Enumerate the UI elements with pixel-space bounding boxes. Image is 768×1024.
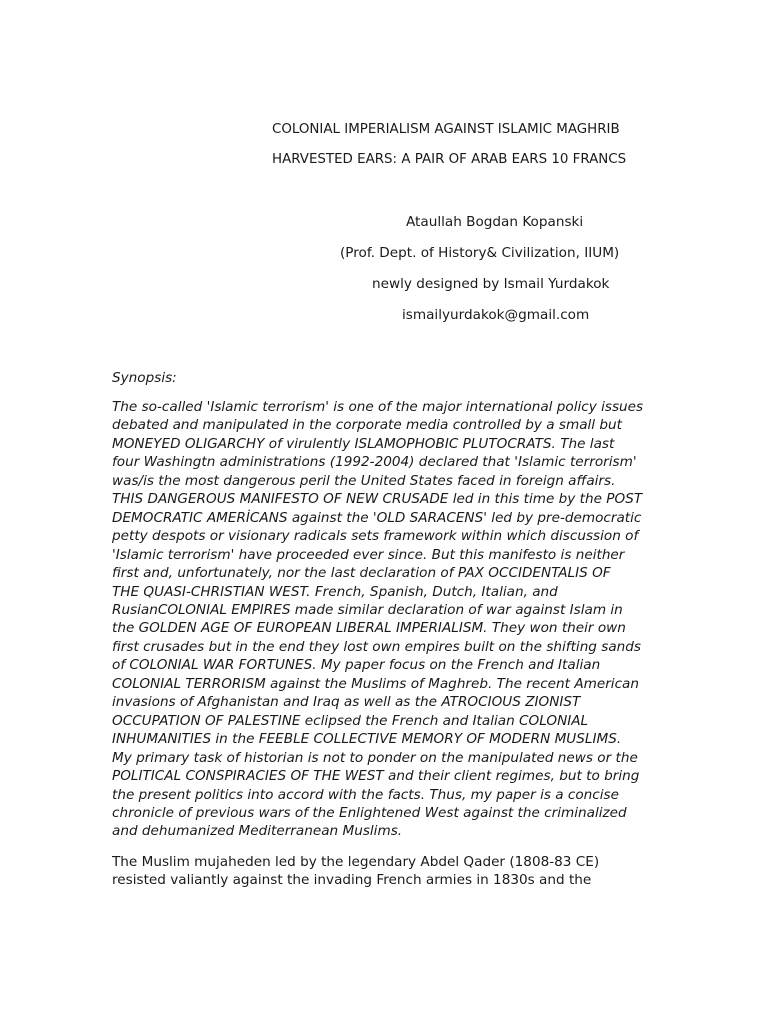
synopsis-line: THIS DANGEROUS MANIFESTO OF NEW CRUSADE led in this time by the POST xyxy=(112,491,643,508)
synopsis-line: the GOLDEN AGE OF EUROPEAN LIBERAL IMPERIALISM. They won their own xyxy=(112,620,626,637)
synopsis-line: DEMOCRATIC AMERİCANS against the 'OLD SARACENS' led by pre-democratic xyxy=(112,509,642,526)
synopsis-line: chronicle of previous wars of the Enlightened West against the criminalized xyxy=(112,804,627,821)
designer-credit: newly designed by Ismail Yurdakok xyxy=(372,276,610,292)
synopsis-line: invasions of Afghanistan and Iraq as well as the ATROCIOUS ZIONIST xyxy=(112,694,581,711)
synopsis-line: POLITICAL CONSPIRACIES OF THE WEST and their client regimes, but to bring xyxy=(112,768,640,785)
synopsis-line: was/is the most dangerous peril the United States faced in foreign affairs. xyxy=(112,472,616,489)
synopsis-line: INHUMANITIES in the FEEBLE COLLECTIVE MEMORY OF MODERN MUSLIMS. xyxy=(112,731,622,748)
synopsis-line: THE QUASI-CHRISTIAN WEST. French, Spanish, Dutch, Italian, and xyxy=(112,583,558,600)
synopsis-line: petty despots or visionary radicals sets framework within which discussion of xyxy=(112,528,639,545)
synopsis-line: My primary task of historian is not to ponder on the manipulated news or the xyxy=(112,749,638,766)
author-affiliation: (Prof. Dept. of History& Civilization, IIUM) xyxy=(340,245,620,261)
synopsis-line: first crusades but in the end they lost own empires built on the shifting sands xyxy=(112,638,642,655)
paragraph-line: The Muslim mujaheden led by the legendary Abdel Qader (1808-83 CE) xyxy=(112,854,600,870)
synopsis-line: the present politics into accord with the facts. Thus, my paper is a concise xyxy=(112,786,619,803)
synopsis-line: first and, unfortunately, nor the last declaration of PAX OCCIDENTALIS OF xyxy=(112,565,611,582)
body-paragraph-2 xyxy=(112,853,660,890)
synopsis-line: OCCUPATION OF PALESTINE eclipsed the French and Italian COLONIAL xyxy=(112,712,589,729)
synopsis-line: of COLONIAL WAR FORTUNES. My paper focus on the French and Italian xyxy=(112,657,601,674)
author-name: Ataullah Bogdan Kopanski xyxy=(406,214,584,230)
synopsis-line: debated and manipulated in the corporate media controlled by a small but xyxy=(112,417,622,434)
synopsis-line: four Washingtn administrations (1992-2004) declared that 'Islamic terrorism' xyxy=(112,454,637,471)
synopsis-line: RusianCOLONIAL EMPIRES made similar declaration of war against Islam in xyxy=(112,601,623,618)
synopsis-line: The so-called 'Islamic terrorism' is one of the major international policy issues xyxy=(112,399,644,415)
synopsis-line: and dehumanized Mediterranean Muslims. xyxy=(112,823,403,840)
author-email: ismailyurdakok@gmail.com xyxy=(402,307,590,323)
synopsis-paragraph xyxy=(112,398,660,841)
title-line-2: HARVESTED EARS: A PAIR OF ARAB EARS 10 FRANCS xyxy=(272,152,627,167)
synopsis-heading: Synopsis: xyxy=(112,370,177,386)
synopsis-line: 'Islamic terrorism' have proceeded ever since. But this manifesto is neither xyxy=(112,546,625,563)
title-line-1: COLONIAL IMPERIALISM AGAINST ISLAMIC MAGHRIB xyxy=(272,122,620,137)
paragraph-line: resisted valiantly against the invading French armies in 1830s and the xyxy=(112,872,592,889)
synopsis-line: MONEYED OLIGARCHY of virulently ISLAMOPHOBIC PLUTOCRATS. The last xyxy=(112,435,615,452)
synopsis-line: COLONIAL TERRORISM against the Muslims of Maghreb. The recent American xyxy=(112,675,640,692)
